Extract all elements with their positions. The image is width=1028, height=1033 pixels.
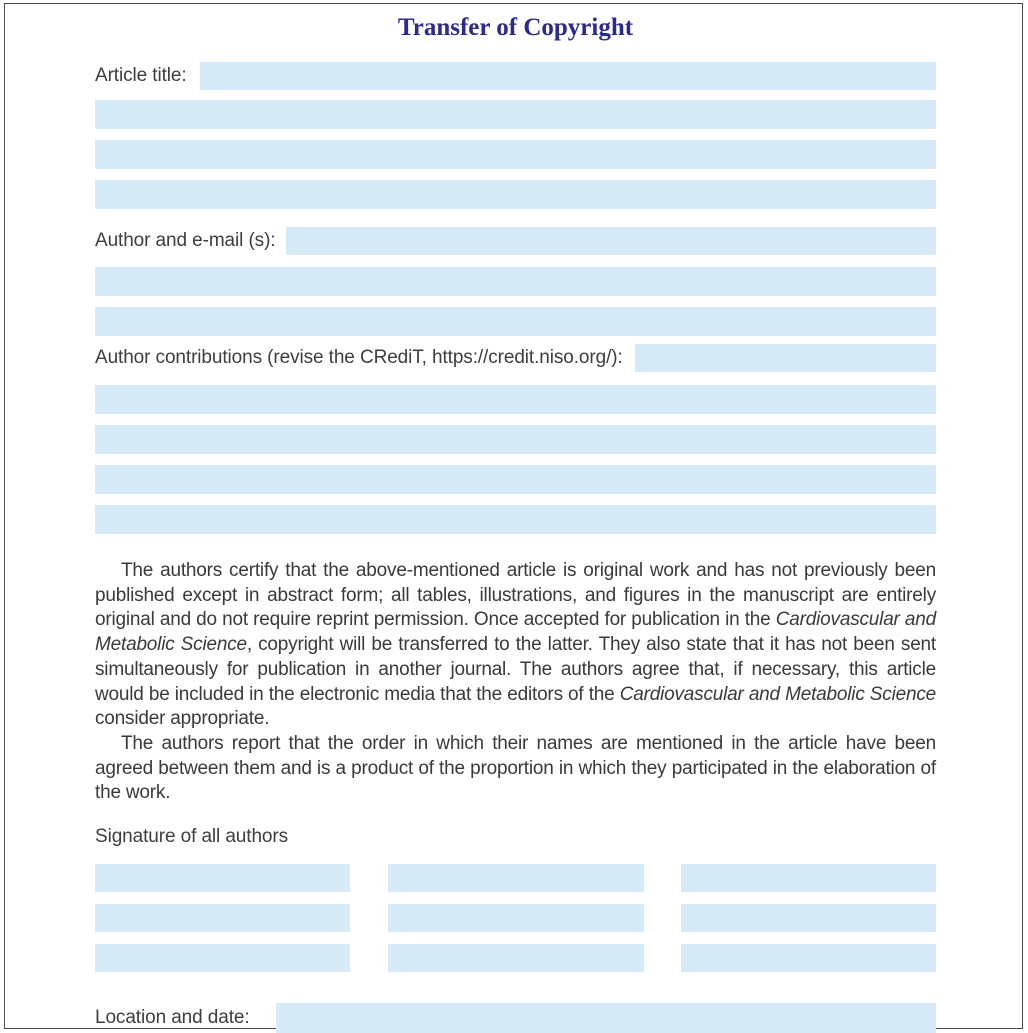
author-contributions-line-4[interactable] [95,465,936,494]
signature-field-r3c3[interactable] [681,944,936,972]
journal-name-italic-1: Cardiovascular and Metabolic Science [95,609,936,656]
signature-field-r2c3[interactable] [681,904,936,932]
certification-text [95,559,936,806]
signature-field-r1c1[interactable] [95,864,350,892]
signature-section-label: Signature of all authors [95,826,288,848]
author-contributions-line-2[interactable] [95,385,936,414]
author-contributions-row [95,344,936,372]
page-title: Transfer of Copyright [397,14,634,41]
article-title-label: Article title: [95,65,187,86]
signature-field-r1c3[interactable] [681,864,936,892]
author-email-line-3[interactable] [95,307,936,336]
signature-field-r2c2[interactable] [388,904,644,932]
signature-grid [95,864,936,972]
certification-paragraph-2: The authors report that the order in which their names are mentioned in the article have been agreed between them and is a product of the proportion in which they participated in the elaboration of the work. [95,732,936,804]
journal-name-italic-2: Cardiovascular and Metabolic Science [619,683,937,705]
article-title-line-2[interactable] [95,100,936,129]
article-title-row [95,62,936,90]
location-date-label: Location and date: [95,1007,250,1029]
form-page [4,3,1023,1029]
certification-paragraph-1 [95,559,936,732]
author-contributions-line-3[interactable] [95,425,936,454]
author-contributions-label: Author contributions (revise the CRediT, https://credit.niso.org/): [95,347,623,368]
article-title-line-4[interactable] [95,180,936,209]
form-content [95,4,936,1033]
location-date-row [95,1003,936,1033]
author-email-line-2[interactable] [95,267,936,296]
certification-p1-seg1: The authors certify that the above-mentioned article is original work and has not previously been published except in abstract form; all tables, illustrations, and figures in the manuscript are entirely original and do not require reprint permission. Once accepted for publication in the [95,560,936,631]
signature-field-r3c1[interactable] [95,944,350,972]
signature-field-r1c2[interactable] [388,864,644,892]
certification-p1-seg5: consider appropriate. [95,708,270,730]
signature-field-r3c2[interactable] [388,944,644,972]
certification-p1-seg3: , copyright will be transferred to the latter. They also state that it has not been sent simultaneously for publication in another journal. The authors agree that, if necessary, this article would be included in the electronic media that the editors of the [95,634,937,705]
location-date-field[interactable] [276,1003,936,1033]
author-email-label: Author and e-mail (s): [95,230,276,251]
article-title-field[interactable] [200,62,936,90]
author-contributions-line-5[interactable] [95,505,936,534]
author-email-row [95,227,936,255]
author-contributions-field[interactable] [635,344,936,372]
author-email-field[interactable] [286,227,936,255]
signature-field-r2c1[interactable] [95,904,350,932]
article-title-line-3[interactable] [95,140,936,169]
